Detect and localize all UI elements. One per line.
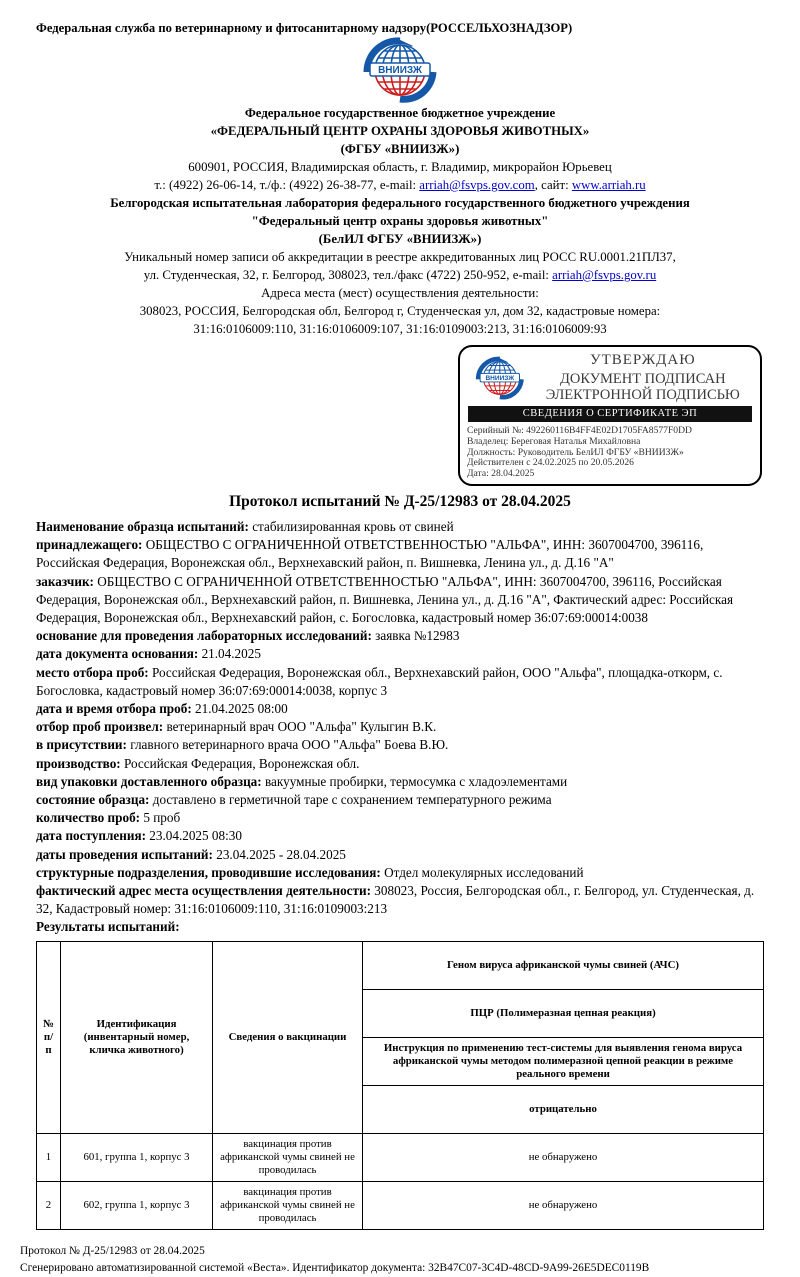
col-header-identification: Идентификация (инвентарный номер, кличка животного) bbox=[61, 941, 213, 1133]
stamp-top bbox=[467, 352, 753, 403]
field-row bbox=[36, 573, 764, 628]
cell-vaccination: вакцинация против африканской чумы свиней не проводилась bbox=[213, 1181, 363, 1229]
hq-contacts bbox=[36, 176, 764, 194]
stamp-signed-line1: ДОКУМЕНТ ПОДПИСАН bbox=[559, 371, 726, 387]
vniizh-logo bbox=[36, 38, 764, 102]
site-link[interactable]: www.arriah.ru bbox=[571, 178, 646, 192]
field-label: фактический адрес места осуществления деятельности: bbox=[36, 883, 371, 899]
field-value: 23.04.2025 08:30 bbox=[145, 828, 242, 844]
stamp-approve: УТВЕРЖДАЮ bbox=[589, 352, 696, 368]
hq-address: 600901, РОССИЯ, Владимирская область, г. Владимир, микрорайон Юрьевец bbox=[188, 160, 612, 174]
field-label: отбор проб произвел: bbox=[36, 719, 164, 735]
cell-num: 1 bbox=[37, 1133, 61, 1181]
field-row bbox=[36, 736, 764, 754]
belgorod-contacts bbox=[36, 266, 764, 284]
stamp-position: Должность: Руководитель БелИЛ ФГБУ «ВНИИЗЖ» bbox=[467, 446, 684, 458]
logo-text: ВНИИЗЖ bbox=[378, 65, 422, 76]
field-label: состояние образца: bbox=[36, 792, 150, 808]
activity-line3: 31:16:0106009:110, 31:16:0106009:107, 31:16:0109003:213, 31:16:0106009:93 bbox=[193, 322, 607, 336]
field-row bbox=[36, 536, 764, 572]
fgu-line1: Федеральное государственное бюджетное учреждение bbox=[244, 106, 556, 120]
field-row bbox=[36, 627, 764, 645]
results-table bbox=[36, 941, 764, 1230]
stamp-vniizh-logo-icon bbox=[467, 357, 533, 399]
document-footer bbox=[20, 1243, 764, 1277]
footer-generated-by: Сгенерировано автоматизированной системой «Веста». Идентификатор документа: 32B47C07-3C4D-48CD-9A99-26E5DEC0119B bbox=[20, 1261, 650, 1274]
cell-result: не обнаружено bbox=[363, 1181, 764, 1229]
field-row bbox=[36, 645, 764, 663]
cell-num: 2 bbox=[37, 1181, 61, 1229]
stamp-head bbox=[533, 352, 753, 403]
col-header-pcr: ПЦР (Полимеразная цепная реакция) bbox=[363, 989, 764, 1037]
stamp-owner: Владелец: Береговая Наталья Михайловна bbox=[467, 435, 641, 447]
field-value: 23.04.2025 - 28.04.2025 bbox=[212, 846, 346, 862]
belgorod-prefix: ул. Студенческая, 32, г. Белгород, 308023, тел./факс (4722) 250-952, e-mail: bbox=[143, 268, 553, 282]
stamp-cert-bar: СВЕДЕНИЯ О СЕРТИФИКАТЕ ЭП bbox=[468, 406, 752, 422]
stamp-logo-text: ВНИИЗЖ bbox=[485, 374, 515, 382]
field-row bbox=[36, 700, 764, 718]
col-header-vaccination: Сведения о вакцинации bbox=[213, 941, 363, 1133]
field-label: вид упаковки доставленного образца: bbox=[36, 773, 262, 789]
field-value: 21.04.2025 08:00 bbox=[191, 701, 288, 717]
field-row bbox=[36, 664, 764, 700]
field-label: дата и время отбора проб: bbox=[36, 701, 192, 717]
contacts-prefix: т.: (4922) 26-06-14, т./ф.: (4922) 26-38-77, e-mail: bbox=[154, 178, 420, 192]
field-row bbox=[36, 846, 764, 864]
field-value: ОБЩЕСТВО С ОГРАНИЧЕННОЙ ОТВЕТСТВЕННОСТЬЮ "АЛЬФА", ИНН: 3607004700, 396116, Российская Федерация, Воронежская обл., Верхнехавский район, п. Вишневка, Ленина ул., д. Д.16 "А" bbox=[36, 537, 704, 571]
field-label: в присутствии: bbox=[36, 737, 127, 753]
protocol-fields bbox=[36, 518, 764, 918]
field-value: Российская Федерация, Воронежская обл., Верхнехавский район, ООО "Альфа", площадка-откорм, с. Богословка, кадастровый номер 36:07:69:00014:0038, корпус 3 bbox=[36, 664, 723, 698]
institution-block bbox=[36, 104, 764, 338]
field-label: заказчик: bbox=[36, 573, 94, 589]
activity-line2: 308023, РОССИЯ, Белгородская обл, Белгород г, Студенческая ул, дом 32, кадастровые номера: bbox=[139, 304, 661, 318]
field-label: дата поступления: bbox=[36, 828, 146, 844]
lab-line1: Белгородская испытательная лаборатория федерального государственного бюджетного учреждения bbox=[110, 196, 690, 210]
field-row bbox=[36, 791, 764, 809]
stamp-validity: Действителен с 24.02.2025 по 20.05.2026 bbox=[467, 457, 634, 469]
field-label: Наименование образца испытаний: bbox=[36, 518, 249, 534]
field-label: количество проб: bbox=[36, 810, 141, 826]
field-label: место отбора проб: bbox=[36, 664, 149, 680]
field-row bbox=[36, 718, 764, 736]
field-row bbox=[36, 809, 764, 827]
field-row bbox=[36, 882, 764, 918]
field-label: принадлежащего: bbox=[36, 537, 143, 553]
fgu-line3: (ФГБУ «ВНИИЗЖ») bbox=[340, 142, 460, 156]
field-label: структурные подразделения, проводившие исследования: bbox=[36, 864, 381, 880]
field-value: 21.04.2025 bbox=[198, 646, 261, 662]
footer-protocol-number: Протокол № Д-25/12983 от 28.04.2025 bbox=[20, 1244, 205, 1257]
field-value: ветеринарный врач ООО "Альфа" Кулыгин В.К. bbox=[163, 719, 437, 735]
field-value: Российская Федерация, Воронежская обл. bbox=[120, 755, 360, 771]
field-row bbox=[36, 827, 764, 845]
col-header-result: отрицательно bbox=[363, 1085, 764, 1133]
field-row bbox=[36, 518, 764, 536]
stamp-serial: Серийный №: 492260116B4FF4E02D1705FA8577F0DD bbox=[467, 425, 692, 436]
belgorod-email-link[interactable]: arriah@fsvps.gov.ru bbox=[552, 268, 657, 282]
field-row bbox=[36, 773, 764, 791]
field-value: 5 проб bbox=[140, 810, 181, 826]
contacts-middle: , сайт: bbox=[534, 178, 572, 192]
email-link[interactable]: arriah@fsvps.gov.com bbox=[419, 178, 535, 192]
table-row bbox=[37, 1133, 764, 1181]
lab-line3: (БелИЛ ФГБУ «ВНИИЗЖ») bbox=[318, 232, 482, 246]
vniizh-logo-icon bbox=[350, 38, 450, 102]
field-label: дата документа основания: bbox=[36, 646, 199, 662]
fgu-line2: «ФЕДЕРАЛЬНЫЙ ЦЕНТР ОХРАНЫ ЗДОРОВЬЯ ЖИВОТНЫХ» bbox=[210, 124, 590, 138]
stamp-signed-line2: ЭЛЕКТРОННОЙ ПОДПИСЬЮ bbox=[545, 387, 740, 403]
field-value: главного ветеринарного врача ООО "Альфа" Боева В.Ю. bbox=[126, 737, 449, 753]
col-header-genome: Геном вируса африканской чумы свиней (АЧС) bbox=[363, 941, 764, 989]
stamp-details bbox=[467, 426, 753, 480]
activity-line1: Адреса места (мест) осуществления деятельности: bbox=[261, 286, 539, 300]
digital-signature-stamp bbox=[458, 345, 762, 486]
table-row bbox=[37, 1181, 764, 1229]
field-row bbox=[36, 864, 764, 882]
lab-line2: "Федеральный центр охраны здоровья животных" bbox=[251, 214, 549, 228]
cell-identification: 602, группа 1, корпус 3 bbox=[61, 1181, 213, 1229]
document-title: Протокол испытаний № Д-25/12983 от 28.04.2025 bbox=[229, 492, 571, 510]
col-header-num: № п/п bbox=[37, 941, 61, 1133]
agency-header: Федеральная служба по ветеринарному и фитосанитарному надзору(РОССЕЛЬХОЗНАДЗОР) bbox=[36, 21, 573, 35]
field-value: заявка №12983 bbox=[371, 628, 460, 644]
field-value: вакуумные пробирки, термосумка с хладоэлементами bbox=[261, 773, 568, 789]
field-label: даты проведения испытаний: bbox=[36, 846, 213, 862]
field-value: стабилизированная кровь от свиней bbox=[248, 518, 454, 534]
col-header-method: Инструкция по применению тест-системы для выявления генома вируса африканской чумы методом полимеразной цепной реакции в режиме реального времени bbox=[363, 1037, 764, 1085]
results-heading: Результаты испытаний: bbox=[36, 919, 180, 935]
cell-vaccination: вакцинация против африканской чумы свиней не проводилась bbox=[213, 1133, 363, 1181]
accreditation-line: Уникальный номер записи об аккредитации в реестре аккредитованных лиц РОСС RU.0001.21ПЛ37, bbox=[124, 250, 676, 264]
results-rows bbox=[37, 1133, 764, 1229]
field-value: доставлено в герметичной таре с сохранением температурного режима bbox=[149, 792, 552, 808]
stamp-date: Дата: 28.04.2025 bbox=[467, 468, 535, 480]
field-value: Отдел молекулярных исследований bbox=[380, 864, 584, 880]
field-label: основание для проведения лабораторных исследований: bbox=[36, 628, 372, 644]
cell-result: не обнаружено bbox=[363, 1133, 764, 1181]
field-row bbox=[36, 755, 764, 773]
field-label: производство: bbox=[36, 755, 121, 771]
cell-identification: 601, группа 1, корпус 3 bbox=[61, 1133, 213, 1181]
field-value: ОБЩЕСТВО С ОГРАНИЧЕННОЙ ОТВЕТСТВЕННОСТЬЮ "АЛЬФА", ИНН: 3607004700, 396116, Российская Федерация, Воронежская обл., Верхнехавский район, п. Вишневка, Ленина ул., д. Д.16 "А", Фактический адрес: Российская Федерация, Воронежская обл., Верхнехавский район, с. Богословка, кадастровый номер 36:07:69:00014:0038 bbox=[36, 573, 734, 625]
field-value: 308023, Россия, Белгородская обл., г. Белгород, ул. Студенческая, д. 32, Кадастровый номер: 31:16:0106009:110, 31:16:0109003:213 bbox=[36, 883, 755, 917]
